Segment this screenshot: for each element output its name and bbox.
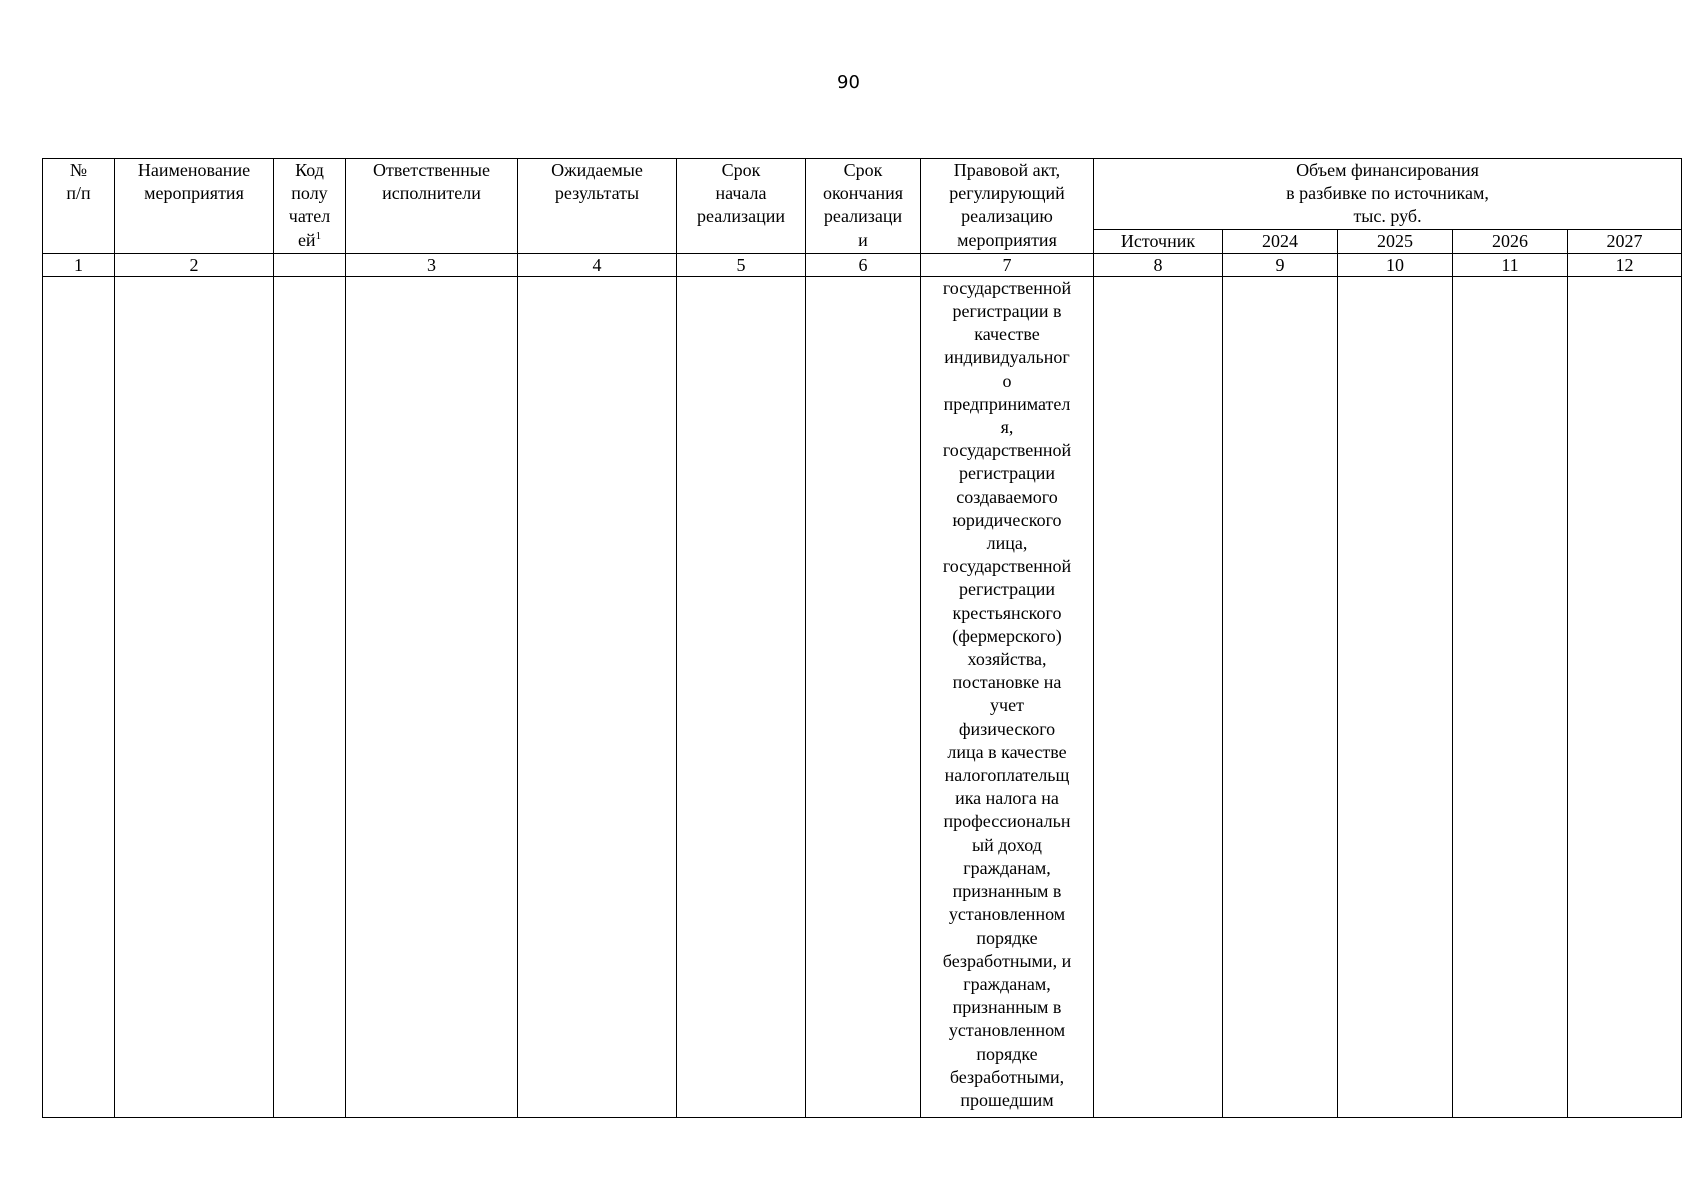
header-executors: Ответственные исполнители bbox=[346, 159, 518, 254]
cell-start bbox=[677, 276, 806, 1117]
column-number: 5 bbox=[677, 253, 806, 276]
cell-code bbox=[274, 276, 346, 1117]
column-number: 9 bbox=[1223, 253, 1338, 276]
column-number: 1 bbox=[43, 253, 115, 276]
header-source: Источник bbox=[1094, 229, 1223, 253]
header-legal-act: Правовой акт, регулирующий реализацию мероприятия bbox=[921, 159, 1094, 254]
cell-2024 bbox=[1223, 276, 1338, 1117]
header-row-1 bbox=[43, 159, 1682, 230]
header-start: Срок начала реализации bbox=[677, 159, 806, 254]
column-number: 10 bbox=[1338, 253, 1453, 276]
header-name: Наименование мероприятия bbox=[115, 159, 274, 254]
column-numbers-row bbox=[43, 253, 1682, 276]
financing-table bbox=[42, 158, 1682, 1118]
cell-end bbox=[806, 276, 921, 1117]
column-number: 3 bbox=[346, 253, 518, 276]
header-num: № п/п bbox=[43, 159, 115, 254]
header-code bbox=[274, 159, 346, 254]
page-number: 90 bbox=[837, 72, 860, 93]
table-row bbox=[43, 276, 1682, 1117]
column-number: 12 bbox=[1568, 253, 1682, 276]
column-number: 7 bbox=[921, 253, 1094, 276]
column-number: 2 bbox=[115, 253, 274, 276]
cell-2025 bbox=[1338, 276, 1453, 1117]
column-number: 4 bbox=[518, 253, 677, 276]
column-number: 6 bbox=[806, 253, 921, 276]
header-code-text: Код полу чател ей bbox=[288, 160, 331, 250]
header-financing: Объем финансирования в разбивке по источникам, тыс. руб. bbox=[1094, 159, 1682, 230]
cell-executors bbox=[346, 276, 518, 1117]
cell-2026 bbox=[1453, 276, 1568, 1117]
cell-legal-act: государственной регистрации в качестве индивидуальног о предпринимател я, государственной регистрации создаваемого юридического лица, государственной регистрации крестьянского (фермерского) хозяйства, постановке на учет физического лица в качестве налогоплательщ ика налога на профессиональн ый доход гражданам, признанным в установленном порядке безработными, и гражданам, признанным в установленном порядке безработными, прошедшим bbox=[921, 276, 1094, 1117]
cell-source bbox=[1094, 276, 1223, 1117]
column-number bbox=[274, 253, 346, 276]
cell-name bbox=[115, 276, 274, 1117]
cell-num bbox=[43, 276, 115, 1117]
header-year-2025: 2025 bbox=[1338, 229, 1453, 253]
header-year-2027: 2027 bbox=[1568, 229, 1682, 253]
cell-2027 bbox=[1568, 276, 1682, 1117]
header-year-2026: 2026 bbox=[1453, 229, 1568, 253]
header-year-2024: 2024 bbox=[1223, 229, 1338, 253]
header-results: Ожидаемые результаты bbox=[518, 159, 677, 254]
column-number: 8 bbox=[1094, 253, 1223, 276]
header-code-footnote: 1 bbox=[315, 229, 322, 242]
header-end: Срок окончания реализаци и bbox=[806, 159, 921, 254]
column-number: 11 bbox=[1453, 253, 1568, 276]
cell-results bbox=[518, 276, 677, 1117]
